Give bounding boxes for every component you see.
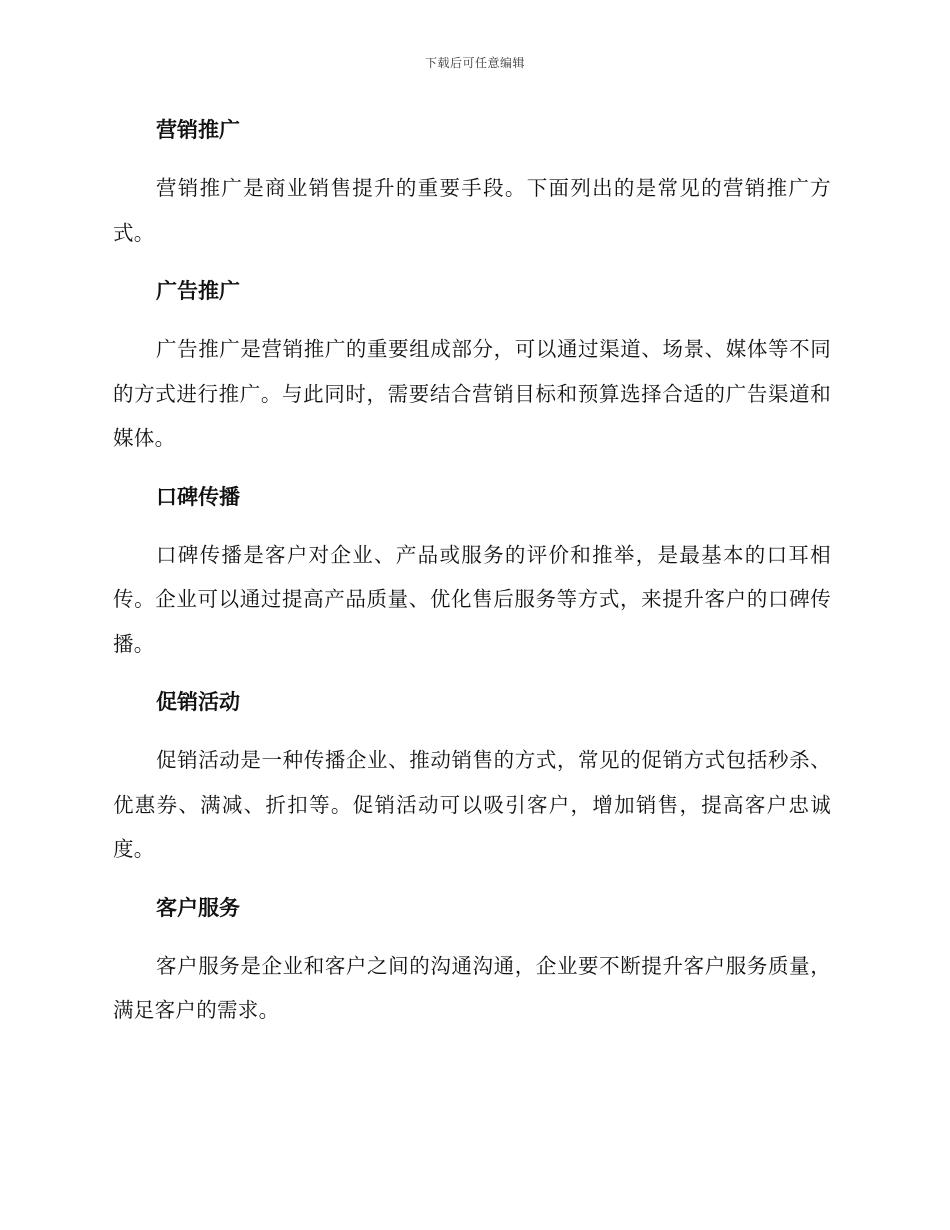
section-paragraph: 口碑传播是客户对企业、产品或服务的评价和推举，是最基本的口耳相传。企业可以通过提高产品质量、优化售后服务等方式，来提升客户的口碑传播。 — [113, 542, 831, 656]
section-paragraph: 广告推广是营销推广的重要组成部分，可以通过渠道、场景、媒体等不同的方式进行推广。与此同时，需要结合营销目标和预算选择合适的广告渠道和媒体。 — [113, 337, 831, 450]
document-content — [113, 108, 831, 1047]
section-heading: 口碑传播 — [156, 484, 240, 509]
section-heading: 客户服务 — [156, 895, 240, 920]
section-paragraph: 客户服务是企业和客户之间的沟通沟通，企业要不断提升客户服务质量，满足客户的需求。 — [113, 953, 831, 1022]
section-heading: 广告推广 — [156, 279, 240, 303]
page-header: 下载后可任意编辑 — [424, 56, 525, 70]
section-customer-service — [113, 886, 831, 1033]
section-heading: 营销推广 — [156, 118, 240, 142]
section-paragraph: 促销活动是一种传播企业、推动销售的方式，常见的促销方式包括秒杀、优惠券、满减、折扣等。促销活动可以吸引客户，增加销售，提高客户忠诚度。 — [113, 748, 831, 861]
section-word-of-mouth — [113, 475, 831, 667]
section-paragraph: 营销推广是商业销售提升的重要手段。下面列出的是常见的营销推广方式。 — [113, 176, 831, 245]
section-advertising — [113, 269, 831, 461]
section-marketing-promotion — [113, 108, 831, 255]
section-heading: 促销活动 — [156, 690, 240, 714]
section-promotions — [113, 680, 831, 872]
